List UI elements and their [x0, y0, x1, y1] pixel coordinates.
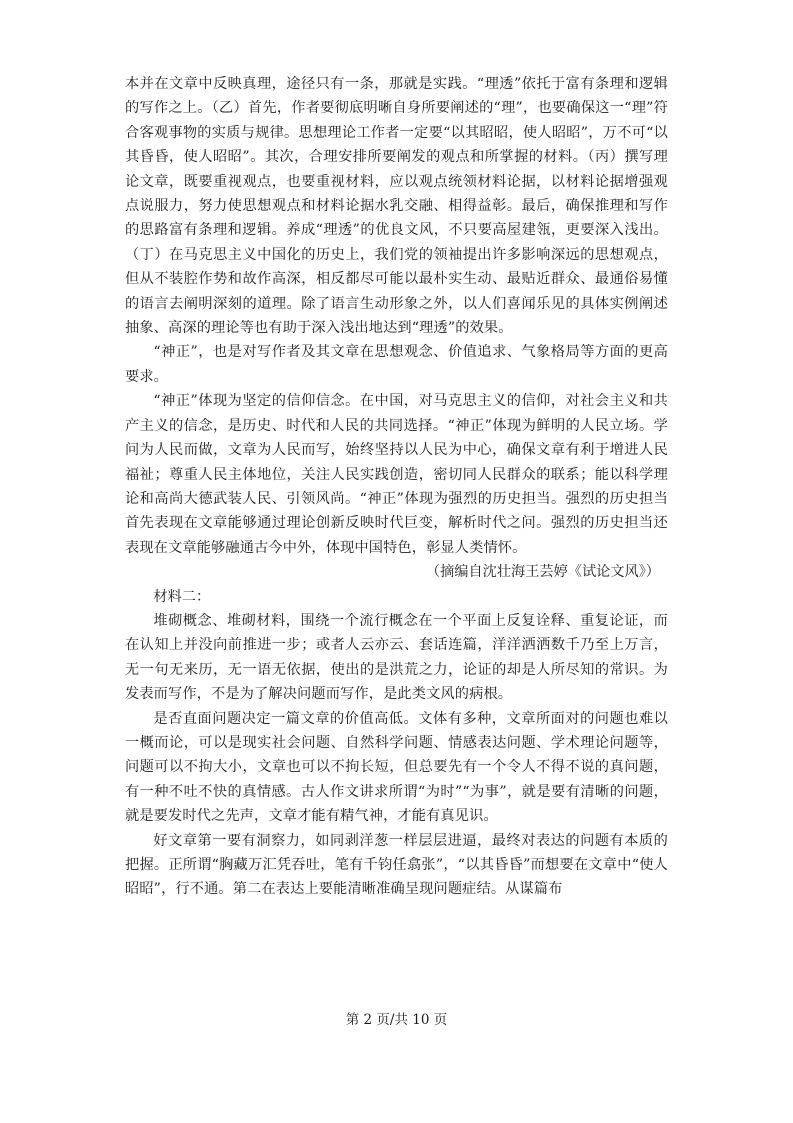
body-paragraph-1: 本并在文章中反映真理，途径只有一条，那就是实践。“理透”依托于富有条理和逻辑的写作之上。（乙）首先，作者要彻底明晰自身所要阐述的“理”，也要确保这一“理”符合客观事物的实质与规律。思想理论工作者一定要“以其昭昭，使人昭昭”，万不可“以其昏昏，使人昭昭”。其次，合理安排所要阐发的观点和所掌握的材料。（丙）撰写理论文章，既要重视观点，也要重视材料，应以观点统领材料论据，以材料论据增强观点说服力，努力使思想观点和材料论据水乳交融、相得益彰。最后，确保推理和写作的思路富有条理和逻辑。养成“理透”的优良文风，不只要高屋建瓴，更要深入浅出。（丁）在马克思主义中国化的历史上，我们党的领袖提出许多影响深远的思想观点，但从不装腔作势和故作高深，相反都尽可能以最朴实生动、最贴近群众、最通俗易懂的语言去阐明深刻的道理。除了语言生动形象之外，以人们喜闻乐见的具体实例阐述抽象、高深的理论等也有助于深入浅出地达到“理透”的效果。 [125, 76, 668, 337]
body-paragraph-3: “神正”体现为坚定的信仰信念。在中国，对马克思主义的信仰，对社会主义和共产主义的信念，是历史、时代和人民的共同选择。“神正”体现为鲜明的人民立场。学问为人民而做，文章为人民而写，始终坚持以人民为中心，确保文章有利于增进人民福祉；尊重人民主体地位，关注人民实践创造，密切同人民群众的联系；能以科学理论和高尚大德武装人民、引领风尚。“神正”体现为强烈的历史担当。强烈的历史担当首先表现在文章能够通过理论创新反映时代巨变，解析时代之问。强烈的历史担当还表现在文章能够融通古今中外，体现中国特色，彰显人类情怀。 [125, 393, 668, 556]
body-paragraph-2: “神正”，也是对写作者及其文章在思想观念、价值追求、气象格局等方面的更高要求。 [125, 344, 668, 385]
source-citation: （摘编自沈壮海王芸婷《试论文风》） [425, 564, 660, 581]
page-number-footer: 第 2 页/共 10 页 [345, 1012, 448, 1028]
material-paragraph-3: 好文章第一要有洞察力，如同剥洋葱一样层层进逼，最终对表达的问题有本质的把握。正所谓“胸藏万汇凭吞吐，笔有千钧任翕张”，“以其昏昏”而想要在文章中“使人昭昭”，行不通。第二在表达上要能清晰准确呈现问题症结。从谋篇布 [125, 832, 668, 898]
document-body [125, 72, 668, 902]
material-heading: 材料二： [153, 588, 211, 605]
material-paragraph-2: 是否直面问题决定一篇文章的价值高低。文体有多种，文章所面对的问题也难以一概而论，可以是现实社会问题、自然科学问题、情感表达问题、学术理论问题等，问题可以不拘大小，文章也可以不拘长短，但总要先有一个令人不得不说的真问题，有一种不吐不快的真情感。古人作文讲求所谓“为时”“为事”，就是要有清晰的问题，就是要发时代之先声，文章才能有精气神，才能有真见识。 [125, 710, 668, 825]
material-paragraph-1: 堆砌概念、堆砌材料，围绕一个流行概念在一个平面上反复诠释、重复论证，而在认知上并没向前推进一步；或者人云亦云、套话连篇，洋洋洒洒数千乃至上万言，无一句无来历，无一语无依据，使出的是洪荒之力，论证的却是人所尽知的常识。为发表而写作，不是为了解决问题而写作，是此类文风的病根。 [125, 612, 668, 703]
